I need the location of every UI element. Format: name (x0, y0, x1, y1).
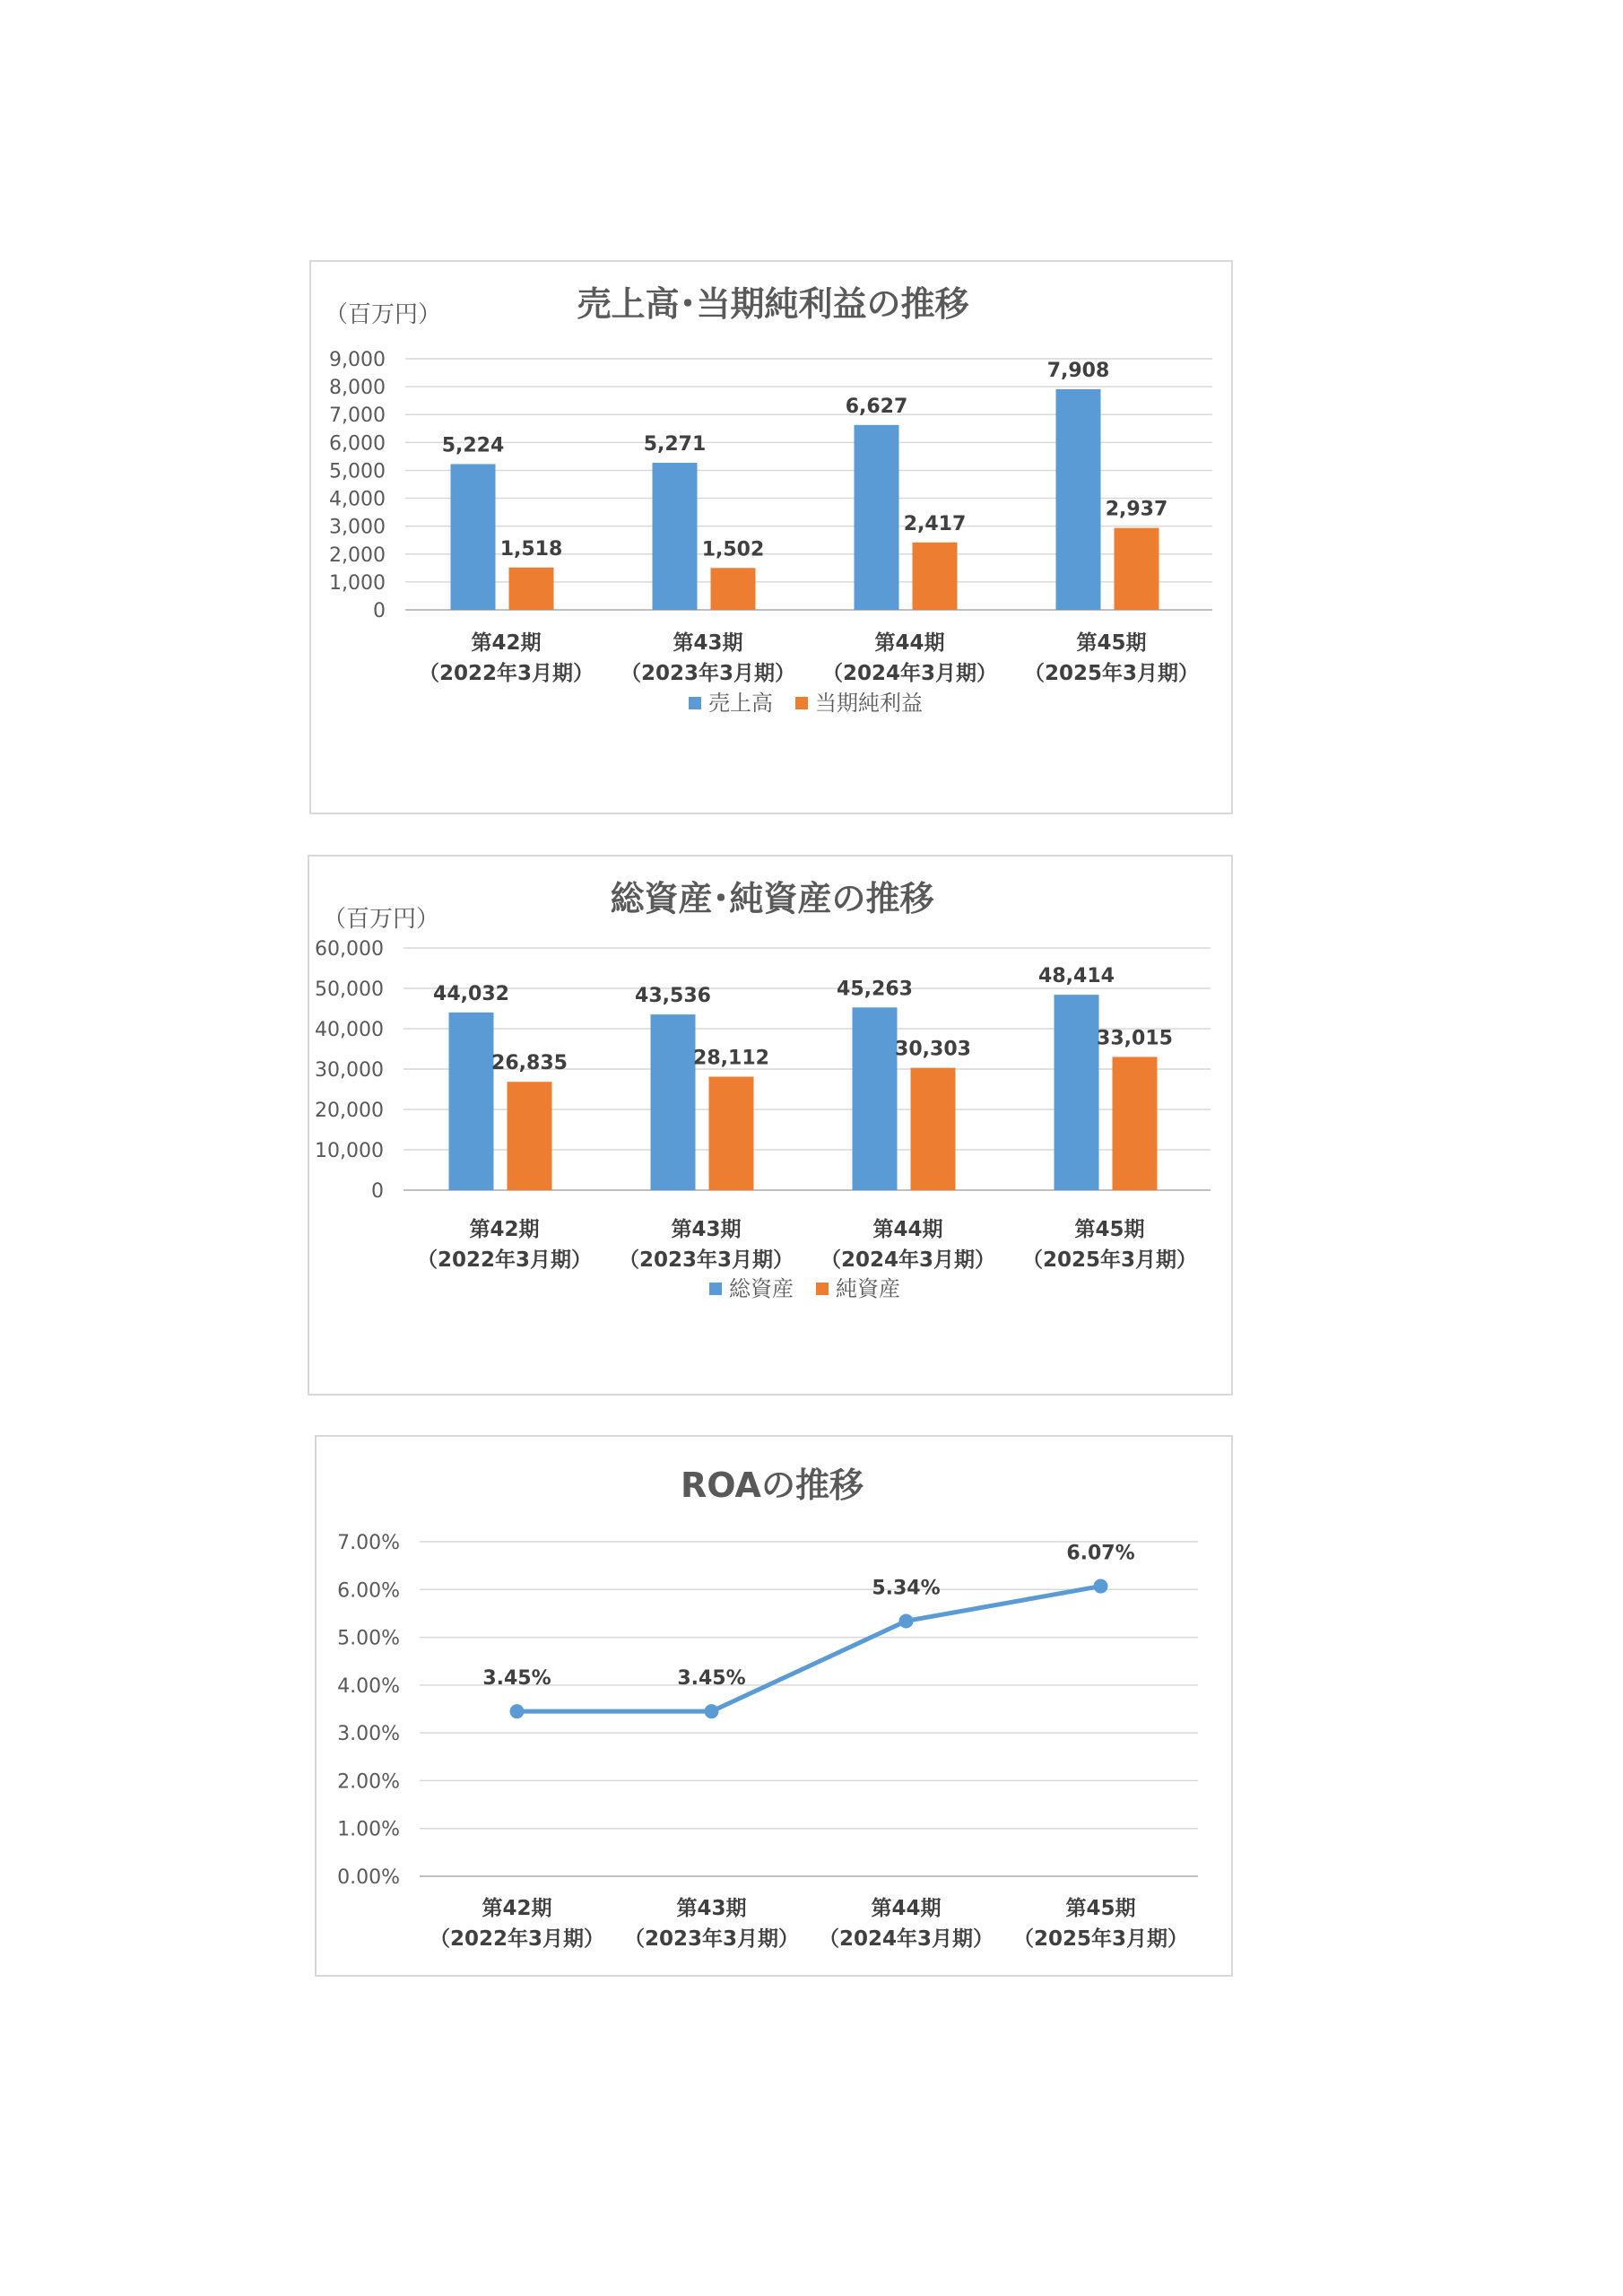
y-tick-label: 4.00% (337, 1674, 400, 1698)
bar-series2 (509, 568, 554, 610)
y-tick-label: 40,000 (315, 1019, 384, 1041)
unit-label: （百万円） (325, 301, 442, 328)
data-label: 2,937 (1105, 498, 1168, 521)
y-tick-label: 30,000 (315, 1059, 384, 1082)
y-tick-label: 4,000 (329, 488, 386, 511)
bar-series1 (651, 1014, 696, 1190)
series-line (517, 1587, 1101, 1712)
y-tick-label: 0 (371, 1180, 384, 1203)
data-point (510, 1704, 525, 1718)
data-label: 1,518 (499, 537, 563, 561)
legend-label: 総資産 (729, 1276, 794, 1301)
data-label: 7,908 (1046, 359, 1110, 382)
y-tick-label: 5,000 (329, 460, 386, 483)
y-tick-label: 60,000 (315, 938, 384, 961)
data-point (705, 1704, 719, 1718)
roa-chart (315, 1435, 1233, 1977)
x-category-label: 第44期 (872, 1218, 943, 1241)
data-label: 2,417 (903, 512, 967, 535)
legend-swatch (709, 1283, 722, 1295)
data-label: 3.45% (677, 1667, 746, 1691)
chart-title: 総資産･純資産の推移 (610, 879, 934, 918)
data-label: 43,536 (635, 985, 711, 1008)
x-category-sublabel: （2024年3月期） (818, 1927, 994, 1951)
x-category-sublabel: （2023年3月期） (618, 1248, 794, 1272)
legend-label: 純資産 (836, 1276, 900, 1301)
bar-series2 (913, 543, 958, 610)
data-label: 1,502 (701, 538, 765, 561)
sales-net-income-chart-svg (311, 262, 1235, 816)
x-category-sublabel: （2025年3月期） (1021, 1248, 1198, 1272)
x-category-label: 第43期 (671, 1218, 742, 1241)
data-label: 6.07% (1066, 1542, 1135, 1565)
data-label: 6,627 (845, 395, 908, 418)
data-label: 33,015 (1097, 1027, 1173, 1050)
bar-series1 (451, 464, 496, 610)
y-tick-label: 5.00% (337, 1627, 400, 1650)
x-category-sublabel: （2025年3月期） (1012, 1927, 1189, 1951)
y-tick-label: 7.00% (337, 1532, 400, 1554)
y-tick-label: 10,000 (315, 1140, 384, 1162)
x-category-label: 第43期 (673, 631, 743, 655)
y-tick-label: 6.00% (337, 1579, 400, 1603)
x-category-label: 第42期 (482, 1897, 552, 1920)
data-label: 48,414 (1038, 965, 1115, 988)
y-tick-label: 3.00% (337, 1723, 400, 1746)
bar-series1 (1056, 389, 1101, 610)
bar-series1 (853, 1007, 898, 1190)
legend-swatch (689, 697, 701, 709)
legend-swatch (816, 1283, 829, 1295)
x-category-label: 第42期 (471, 631, 542, 655)
x-category-sublabel: （2023年3月期） (620, 662, 796, 685)
x-category-sublabel: （2022年3月期） (429, 1927, 605, 1951)
y-tick-label: 3,000 (329, 516, 386, 539)
y-tick-label: 20,000 (315, 1100, 384, 1122)
data-label: 45,263 (837, 978, 913, 1001)
bar-series2 (1113, 1057, 1158, 1190)
data-point (899, 1613, 914, 1628)
legend-label: 当期純利益 (815, 691, 923, 716)
y-tick-label: 0.00% (337, 1866, 400, 1889)
bar-series2 (709, 1076, 754, 1190)
x-category-sublabel: （2022年3月期） (418, 662, 595, 685)
chart-title: 売上高･当期純利益の推移 (577, 284, 969, 324)
y-tick-label: 7,000 (329, 404, 386, 428)
x-category-label: 第44期 (874, 631, 945, 655)
bar-series1 (855, 425, 899, 610)
y-tick-label: 8,000 (329, 377, 386, 400)
x-category-label: 第43期 (676, 1897, 747, 1920)
bar-series2 (711, 568, 756, 610)
x-category-sublabel: （2023年3月期） (623, 1927, 800, 1951)
y-tick-label: 2,000 (329, 544, 386, 567)
chart-title: ROAの推移 (681, 1465, 864, 1505)
sales-net-income-chart (309, 260, 1233, 814)
data-label: 44,032 (433, 982, 509, 1005)
x-category-sublabel: （2022年3月期） (416, 1248, 593, 1272)
x-category-sublabel: （2025年3月期） (1023, 662, 1200, 685)
bar-series2 (1115, 528, 1159, 610)
x-category-sublabel: （2024年3月期） (821, 662, 998, 685)
assets-net-assets-chart-svg (309, 857, 1235, 1397)
x-category-label: 第45期 (1076, 631, 1147, 655)
y-tick-label: 9,000 (329, 349, 386, 371)
y-tick-label: 50,000 (315, 978, 384, 1001)
data-label: 26,835 (491, 1052, 568, 1075)
data-label: 5,224 (441, 434, 505, 457)
data-label: 3.45% (482, 1667, 551, 1691)
x-category-sublabel: （2024年3月期） (820, 1248, 996, 1272)
data-label: 28,112 (693, 1047, 769, 1070)
bar-series1 (449, 1013, 494, 1190)
y-tick-label: 2.00% (337, 1770, 400, 1794)
bar-series2 (911, 1068, 956, 1190)
bar-series1 (1055, 995, 1099, 1190)
x-category-label: 第45期 (1065, 1897, 1136, 1920)
data-label: 30,303 (895, 1038, 971, 1061)
data-point (1094, 1579, 1108, 1594)
legend-label: 売上高 (708, 691, 773, 716)
bar-series2 (508, 1082, 552, 1190)
x-category-label: 第44期 (871, 1897, 942, 1920)
x-category-label: 第45期 (1074, 1218, 1145, 1241)
assets-net-assets-chart (308, 855, 1233, 1396)
data-label: 5.34% (872, 1577, 941, 1600)
y-tick-label: 6,000 (329, 432, 386, 456)
unit-label: （百万円） (323, 906, 440, 933)
y-tick-label: 1.00% (337, 1818, 400, 1841)
bar-series1 (653, 463, 698, 610)
legend-swatch (795, 697, 808, 709)
x-category-label: 第42期 (469, 1218, 540, 1241)
data-label: 5,271 (643, 433, 707, 457)
roa-chart-svg (317, 1437, 1235, 1979)
y-tick-label: 1,000 (329, 571, 386, 595)
y-tick-label: 0 (373, 600, 386, 622)
